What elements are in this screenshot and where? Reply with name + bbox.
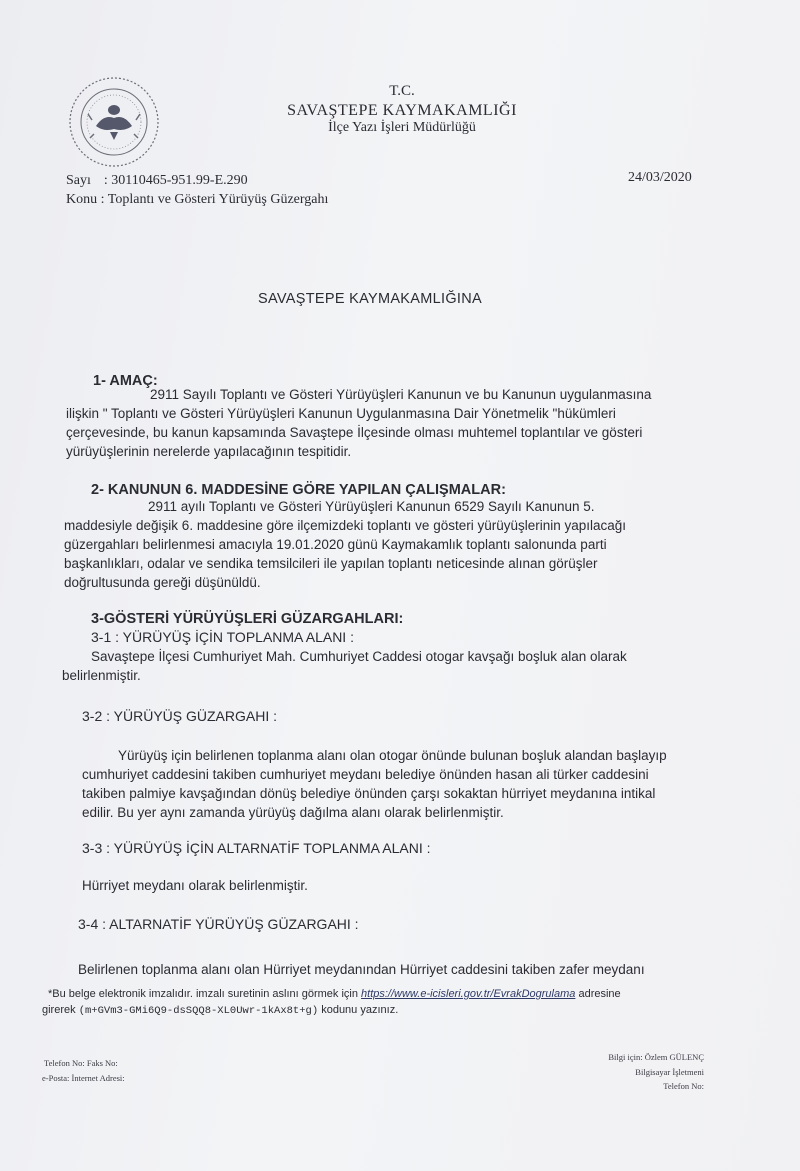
footer-note-post: adresine: [578, 988, 621, 1000]
footer-right-line1: Bilgi için: Özlem GÜLENÇ: [608, 1052, 704, 1062]
document-date: 24/03/2020: [628, 170, 692, 185]
header-department: İlçe Yazı İşleri Müdürlüğü: [328, 120, 476, 135]
verification-link[interactable]: https://www.e-icisleri.gov.tr/EvrakDogrulama: [361, 988, 576, 1000]
footer-right-line2: Bilgisayar İşletmeni: [635, 1067, 704, 1077]
footer-right-line3: Telefon No:: [663, 1081, 704, 1091]
footer-note2-pre: girerek: [42, 1004, 76, 1016]
s31-line: Savaştepe İlçesi Cumhuriyet Mah. Cumhuriyet Caddesi otogar kavşağı boşluk alan olarak: [91, 649, 627, 664]
addressee: SAVAŞTEPE KAYMAKAMLIĞINA: [258, 291, 482, 307]
section1-line: yürüyüşlerinin nerelerde yapılacağının tespitidir.: [66, 444, 352, 459]
s32-title: 3-2 : YÜRÜYÜŞ GÜZARGAHI :: [82, 708, 278, 724]
s33-title: 3-3 : YÜRÜYÜŞ İÇİN ALTARNATİF TOPLANMA ALANI :: [82, 840, 431, 856]
section2-line: başkanlıkları, odalar ve sendika temsilcileri ile yapılan toplantı neticesinde alınan görüşler: [64, 556, 598, 571]
s32-line: cumhuriyet caddesini takiben cumhuriyet meydanı belediye önünden hasan ali türker caddesini: [82, 767, 649, 782]
section2-line: güzergahları belirlenmesi amacıyla 19.01.2020 günü Kaymakamlık toplantı salonunda parti: [64, 537, 607, 552]
verification-code: (m+GVm3-GMi6Q9-dsSQQ8-XL0Uwr-1kAx8t+g): [78, 1005, 319, 1017]
s32-line: edilir. Bu yer aynı zamanda yürüyüş dağılma alanı olarak belirlenmiştir.: [82, 805, 504, 820]
section1-heading: 1- AMAÇ:: [93, 373, 158, 389]
s31-line: belirlenmiştir.: [62, 668, 141, 683]
konu-label: Konu: [66, 192, 98, 207]
sayi-value: : 30110465-951.99-E.290: [103, 173, 248, 188]
s31-title: 3-1 : YÜRÜYÜŞ İÇİN TOPLANMA ALANI :: [91, 629, 354, 645]
s32-line: takiben palmiye kavşağından dönüş belediye önünden çarşı sokaktan hürriyet meydanına intikal: [82, 786, 656, 801]
section1-line: ilişkin " Toplantı ve Gösteri Yürüyüşleri Kanunun Uygulanmasına Dair Yönetmelik "hükümleri: [66, 406, 616, 421]
section1-line: 2911 Sayılı Toplantı ve Gösteri Yürüyüşleri Kanunun ve bu Kanunun uygulanmasına: [150, 387, 652, 402]
section2-line: maddesiyle değişik 6. maddesine göre ilçemizdeki toplantı ve gösteri yürüyüşlerinin yapılacağı: [64, 518, 627, 533]
footer-left-line2: e-Posta: İnternet Adresi:: [42, 1073, 125, 1083]
s32-line: Yürüyüş için belirlenen toplanma alanı olan otogar önünde bulunan boşluk alandan başlayıp: [118, 748, 667, 763]
sayi-row: [66, 173, 248, 189]
s34-title: 3-4 : ALTARNATİF YÜRÜYÜŞ GÜZARGAHI :: [78, 916, 359, 932]
footer-note-pre: *Bu belge elektronik imzalıdır. imzalı suretinin aslını görmek için: [48, 988, 358, 1000]
section2-line: 2911 ayılı Toplantı ve Gösteri Yürüyüşleri Kanunun 6529 Sayılı Kanunun 5.: [148, 499, 595, 514]
s34-text: Belirlenen toplanma alanı olan Hürriyet meydanından Hürriyet caddesini takiben zafer meydanı: [78, 962, 645, 977]
footer-note-2: [42, 1004, 398, 1017]
header-office: SAVAŞTEPE KAYMAKAMLIĞI: [287, 102, 517, 119]
footer-note: [48, 988, 621, 1000]
konu-value: : Toplantı ve Gösteri Yürüyüş Güzergahı: [100, 192, 329, 207]
footer-note2-post: kodunu yazınız.: [321, 1004, 399, 1016]
section1-line: çerçevesinde, bu kanun kapsamında Savaştepe İlçesinde olması muhtemel toplantılar ve gösteri: [66, 425, 643, 440]
section3-heading: 3-GÖSTERİ YÜRÜYÜŞLERİ GÜZARGAHLARI:: [91, 611, 404, 627]
section2-line: doğrultusunda gereği düşünüldü.: [64, 575, 261, 590]
sayi-label: Sayı: [66, 173, 91, 188]
s33-text: Hürriyet meydanı olarak belirlenmiştir.: [82, 878, 308, 893]
header-tc: T.C.: [389, 83, 415, 99]
konu-row: [66, 192, 328, 208]
section2-heading: 2- KANUNUN 6. MADDESİNE GÖRE YAPILAN ÇALIŞMALAR:: [91, 482, 506, 498]
ministry-seal-icon: [66, 74, 162, 170]
footer-left-line1: Telefon No: Faks No:: [44, 1058, 118, 1068]
